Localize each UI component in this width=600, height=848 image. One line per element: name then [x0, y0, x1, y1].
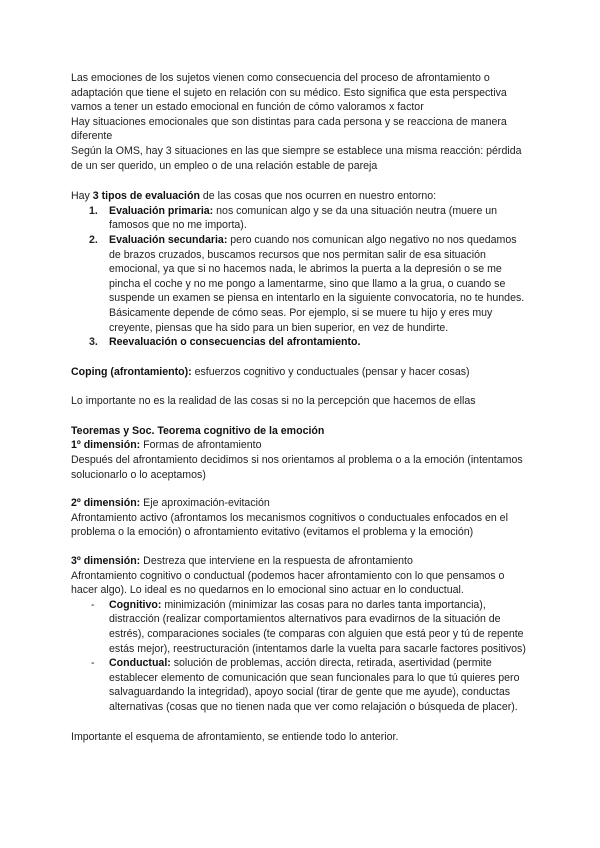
list-item-text: nos comunican algo y se da una situación neutra (muere un famosos que no me importa). [109, 204, 498, 232]
dimension-3-title: 3º dimensión: Destreza que interviene en la respuesta de afrontamiento [71, 555, 413, 568]
coping-definition: Coping (afrontamiento): esfuerzos cognitivo y conductuales (pensar y hacer cosas) [71, 365, 470, 378]
list-item-text: minimización (minimizar las cosas para no darles tanta importancia), distracción (realizar comportamientos alternativos para evadirnos de la situación de estrés), comparaciones sociales (te comparas con alguien que está peor y tú de repente estás mejor), reestructuración (intentamos darle la vuelta para sacarle factores positivos) [109, 598, 526, 655]
list-item-text: solución de problemas, acción directa, retirada, asertividad (permite establecer elemento de comunicación que sean funcionales para lo que tú quieres pero salvaguardando la integridad), apoyo social (tirar de gente que me ayude), conductas alternativas (cosas que no tienen nada que ver como relajación o búsqueda de placer). [109, 657, 520, 713]
dimension-1-text: Después del afrontamiento decidimos si nos orientamos al problema o a la emoción (intentamos solucionarlo o lo aceptamos) [71, 454, 523, 481]
list-item-title: Cognitivo: [109, 598, 162, 611]
dash-bullet: - [91, 598, 95, 611]
evaluation-list [71, 204, 531, 350]
list-number: 1. [89, 204, 98, 217]
dimension-1-title: 1º dimensión: Formas de afrontamiento [71, 439, 262, 452]
coping-title: Coping (afrontamiento): [71, 365, 192, 378]
list-item [71, 335, 531, 350]
evaluation-lead-bold: 3 tipos de evaluación [92, 190, 200, 203]
dimension-2-title: 2º dimensión: Eje aproximación-evitación [71, 497, 270, 510]
list-item [71, 204, 531, 233]
list-item-title: Evaluación primaria: [109, 204, 214, 217]
document-page [71, 71, 531, 744]
intro-paragraph-3: Según la OMS, hay 3 situaciones en las que siempre se establece una misma reacción: pérdida de un ser querido, un empleo o de una relación estable de pareja [71, 144, 522, 172]
list-item-title: Evaluación secundaria: [109, 233, 228, 246]
list-number: 2. [89, 233, 98, 246]
intro-paragraph-1: Las emociones de los sujetos vienen como consecuencia del proceso de afrontamiento o adaptación que tiene el sujeto en relación con su médico. Esto significa que esta perspectiva vamos a tener un estado emocional en función de cómo valoramos x factor [71, 72, 507, 114]
dimension-2-text: Afrontamiento activo (afrontamos los mecanismos cognitivos o conductuales enfocados en el problema o la emoción) o afrontamiento evitativo (evitamos el problema y la emoción) [71, 511, 508, 539]
list-item-title: Reevaluación o consecuencias del afrontamiento. [109, 336, 361, 349]
dimension-3-text: Afrontamiento cognitivo o conductual (podemos hacer afrontamiento con lo que pensamos o hacer algo). Lo ideal es no quedarnos en lo emocional sino actuar en lo conductual. [71, 569, 505, 597]
list-item [71, 598, 531, 656]
list-item-title: Conductual: [109, 657, 171, 670]
list-item [71, 233, 531, 335]
section-heading: Teoremas y Soc. Teorema cognitivo de la emoción [71, 424, 325, 437]
coping-types-list [71, 598, 531, 715]
list-number: 3. [89, 336, 98, 349]
evaluation-lead: Hay 3 tipos de evaluación de las cosas que nos ocurren en nuestro entorno: [71, 190, 437, 203]
list-item [71, 656, 531, 714]
list-item-text: pero cuando nos comunican algo negativo no nos quedamos de brazos cruzados, buscamos recursos que nos permitan salir de esa situación emocional, ya que si no hacemos nada, le abrimos la puerta a la depresión o se me pincha el coche y no me pongo a lamentarme, sino que llamo a la grua, o cuando se suspende un examen se piensa en intentarlo en la siguiente convocatoria, no te hundes. Básicamente depende de cómo seas. Por ejemplo, si se muere tu hijo y eres muy creyente, piensas que ha sido para un bien superior, en vez de hundirte. [109, 233, 525, 334]
dash-bullet: - [91, 657, 95, 670]
intro-paragraph-2: Hay situaciones emocionales que son distintas para cada persona y se reacciona de manera diferente [71, 115, 507, 143]
important-reality: Lo importante no es la realidad de las cosas si no la percepción que hacemos de ellas [71, 395, 476, 408]
closing-note: Importante el esquema de afrontamiento, se entiende todo lo anterior. [71, 730, 399, 743]
